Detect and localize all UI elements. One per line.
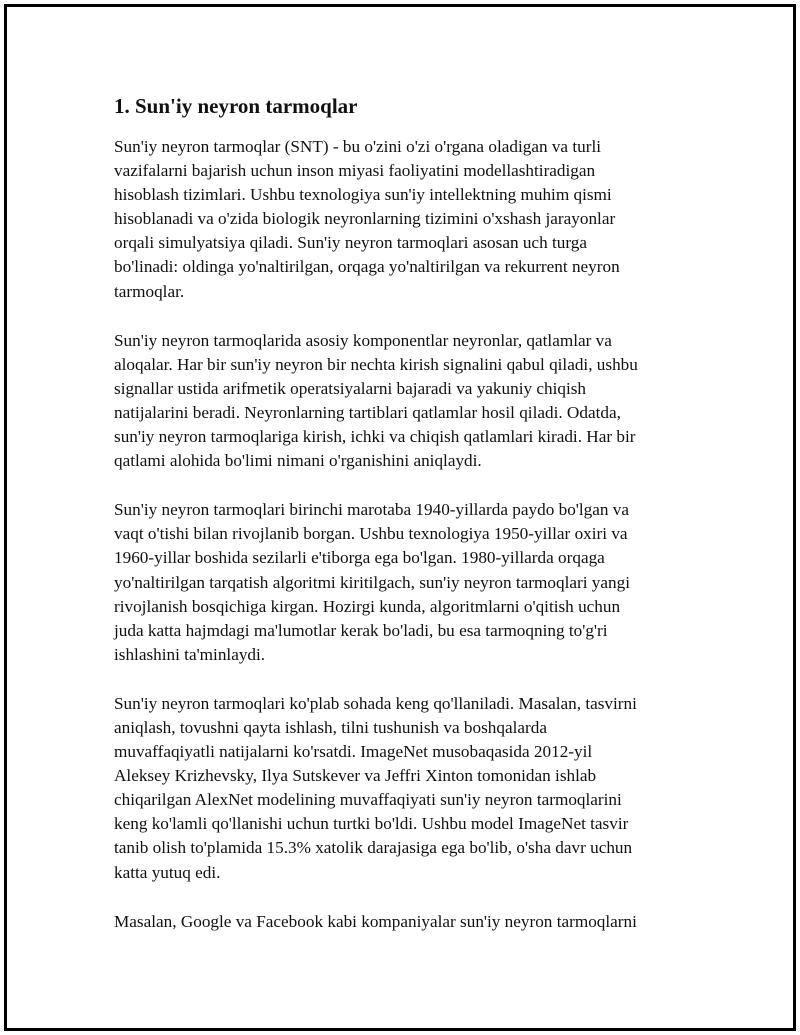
- text-line: juda katta hajmdagi ma'lumotlar kerak bo'ladi, bu esa tarmoqning to'g'ri: [114, 620, 608, 640]
- text-line: tanib olish to'plamida 15.3% xatolik darajasiga ega bo'lib, o'sha davr uchun: [114, 838, 633, 858]
- text-line: ishlashini ta'minlaydi.: [114, 644, 266, 664]
- text-line: tarmoqlar.: [114, 281, 185, 301]
- text-line: yo'naltirilgan tarqatish algoritmi kiritilgach, sun'iy neyron tarmoqlari yangi: [114, 572, 630, 592]
- text-line: rivojlanish bosqichiga kirgan. Hozirgi kunda, algoritmlarni o'qitish uchun: [114, 596, 621, 616]
- text-line: katta yutuq edi.: [114, 862, 221, 882]
- paragraph: [114, 135, 694, 304]
- text-line: vaqt o'tishi bilan rivojlanib borgan. Ushbu texnologiya 1950-yillar oxiri va: [114, 524, 628, 544]
- text-line: orqali simulyatsiya qiladi. Sun'iy neyron tarmoqlari asosan uch turga: [114, 233, 587, 253]
- paragraph: [114, 692, 694, 885]
- text-line: bo'linadi: oldinga yo'naltirilgan, orqaga yo'naltirilgan va rekurrent neyron: [114, 257, 620, 277]
- paragraph: [114, 329, 694, 474]
- text-line: hisoblanadi va o'zida biologik neyronlarning tizimini o'xshash jarayonlar: [114, 209, 616, 229]
- section-heading: 1. Sun'iy neyron tarmoqlar: [114, 94, 358, 118]
- text-line: qatlami alohida bo'limi nimani o'rganishini aniqlaydi.: [114, 451, 482, 471]
- text-line: natijalarini beradi. Neyronlarning tartiblari qatlamlar hosil qiladi. Odatda,: [114, 402, 621, 422]
- text-line: chiqarilgan AlexNet modelining muvaffaqiyati sun'iy neyron tarmoqlarini: [114, 790, 622, 810]
- text-line: Sun'iy neyron tarmoqlari ko'plab sohada keng qo'llaniladi. Masalan, tasvirni: [114, 693, 637, 713]
- text-line: Sun'iy neyron tarmoqlar (SNT) - bu o'zini o'zi o'rgana oladigan va turli: [114, 137, 601, 156]
- paragraph-list: [114, 135, 694, 934]
- text-line: sun'iy neyron tarmoqlariga kirish, ichki va chiqish qatlamlari kiradi. Har bir: [114, 427, 636, 447]
- text-line: aniqlash, tovushni qayta ishlash, tilni tushunish va boshqalarda: [114, 717, 547, 737]
- text-line: aloqalar. Har bir sun'iy neyron bir nechta kirish signalini qabul qiladi, ushbu: [114, 354, 638, 374]
- text-line: signallar ustida arifmetik operatsiyalarni bajaradi va yakuniy chiqish: [114, 378, 587, 398]
- text-line: keng ko'lamli qo'llanishi uchun turtki bo'ldi. Ushbu model ImageNet tasvir: [114, 814, 629, 834]
- text-line: vazifalarni bajarish uchun inson miyasi faoliyatini modellashtiradigan: [114, 161, 596, 181]
- text-line: 1960-yillar boshida sezilarli e'tiborga ega bo'lgan. 1980-yillarda orqaga: [114, 548, 605, 568]
- text-line: Sun'iy neyron tarmoqlarida asosiy komponentlar neyronlar, qatlamlar va: [114, 330, 612, 350]
- document-body: [114, 91, 694, 959]
- text-line: Aleksey Krizhevsky, Ilya Sutskever va Jeffri Xinton tomonidan ishlab: [114, 766, 597, 786]
- text-line: Sun'iy neyron tarmoqlari birinchi marotaba 1940-yillarda paydo bo'lgan va: [114, 500, 629, 520]
- text-line: muvaffaqiyatli natijalarni ko'rsatdi. ImageNet musobaqasida 2012-yil: [114, 742, 593, 762]
- text-line: Masalan, Google va Facebook kabi kompaniyalar sun'iy neyron tarmoqlarni: [114, 911, 637, 931]
- paragraph: [114, 498, 694, 667]
- paragraph: [114, 910, 694, 934]
- text-line: hisoblash tizimlari. Ushbu texnologiya sun'iy intellektning muhim qismi: [114, 185, 612, 205]
